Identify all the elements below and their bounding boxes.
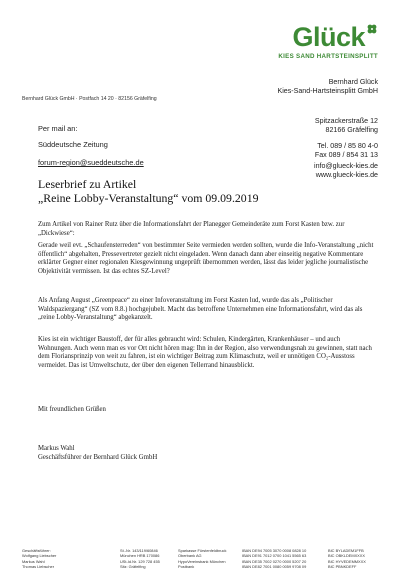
footer-text: Thomas Liebscher: [22, 564, 55, 570]
footer-management: [22, 548, 56, 570]
company-tel: Tel. 089 / 85 80 4-0: [317, 142, 378, 150]
signatory-name: Markus Wahl: [38, 445, 75, 452]
footer-text: Sitz: Gräfelfing: [120, 564, 146, 570]
subject-line-1: Leserbrief zu Artikel: [38, 177, 137, 191]
clover-icon: [366, 22, 378, 40]
recipient-name: Süddeutsche Zeitung: [38, 140, 108, 149]
company-name-2: Kies-Sand-Hartsteinsplitt GmbH: [277, 87, 378, 95]
company-name-block: [277, 78, 378, 96]
footer-text: Wolfgang Liebscher: [22, 553, 57, 559]
body-paragraph-1: Zum Artikel von Rainer Rutz über die Informationsfahrt der Planegger Gemeinderäte zum Forst Kasten bzw. zur „Dickwiese“:: [38, 221, 345, 237]
footer-text: BIC OBKLDEMXXXX: [328, 553, 365, 559]
company-web-block: [314, 162, 378, 180]
logo-wordmark: Glück: [292, 22, 365, 52]
footer-registration: [120, 548, 160, 570]
footer-text: HypoVereinsbank München: [178, 558, 226, 564]
letter-subject: [38, 178, 259, 205]
signatory-title: Geschäftsführer der Bernhard Glück GmbH: [38, 454, 158, 461]
footer-text: IBAN DE82 7001 0080 0059 9708 09: [242, 564, 307, 570]
footer-text: IBAN DE35 7002 0270 0000 5207 20: [242, 558, 307, 564]
footer-text: BIC HYVEDEMMXXX: [328, 558, 366, 564]
company-logo: [258, 24, 378, 60]
footer-bic: [328, 548, 366, 570]
footer-iban: [242, 548, 306, 570]
footer-text: St.-Nr. 143/119/60846: [120, 548, 158, 553]
body-paragraph-2: Gerade weil evt. „Schaufensterreden“ von bestimmter Seite vermieden werden sollten, wurde die Info-Veranstaltung „nicht öffentlich“ abgehalten, Pressevertreter gezielt nicht eingeladen. Wenn danach dann aber einseitig negative Kommentare erklärter Gegner einer regionalen Kiesgewinnung ungeprüft übernommen werden, lässt das leider jegliche journalistische Objektivität vermissen. Ist das echtes SZ-Level?: [38, 242, 374, 276]
footer-banks: [178, 548, 226, 570]
body-paragraph-4: Kies ist ein wichtiger Baustoff, der für alles gebraucht wird: Schulen, Kindergärten, Krankenhäuser – und auch Wohnungen. Auch wenn man es vor Ort nicht hören mag: Ihn in der Region, also verwendungsnah zu gewinnen, statt nach dem Floriansprinzip von weit zu fahren, ist ein wichtiger Beitrag zum Klimaschutz, weil er unnötigen CO₂-Ausstoss vermeidet. Das ist Umweltschutz, der über den eigenen Tellerrand hinausblickt.: [38, 336, 372, 370]
footer-text: Geschäftsführer:: [22, 548, 51, 553]
subject-line-2: „Reine Lobby-Veranstaltung“ vom 09.09.2019: [38, 190, 259, 205]
footer-text: Postbank: [178, 564, 195, 570]
company-city: 82166 Gräfelfing: [325, 125, 378, 134]
company-address: [315, 117, 378, 135]
footer-text: Sparkasse Fürstenfeldbruck: [178, 548, 227, 553]
company-name: Bernhard Glück: [328, 78, 378, 86]
footer-text: IBAN DE94 7005 3070 0008 0828 10: [242, 548, 307, 553]
recipient-intro: Per mail an:: [38, 124, 78, 133]
company-email: info@glueck-kies.de: [314, 162, 378, 170]
body-paragraph-3: Als Anfang August „Greenpeace“ zu einer Infoveranstaltung im Forst Kasten lud, wurde das als „Politischer Waldspaziergang“ (SZ vom 8.8.) hochgejubelt. Macht das betroffene Unternehmen eine Informationsfahrt, wird das als „reine Lobby-Veranstaltung“ abgekanzelt.: [38, 297, 363, 322]
footer-text: USt-Id.Nr. 129 728 455: [120, 558, 160, 564]
sender-return-address: Bernhard Glück GmbH · Postfach 14 20 · 82156 Gräfelfing: [22, 96, 157, 102]
footer-text: Markus Wahl: [22, 558, 45, 564]
footer-text: BIC PBNKDEFF: [328, 564, 357, 570]
company-street: Spitzackerstraße 12: [314, 117, 378, 125]
company-fax: Fax 089 / 854 31 13: [314, 150, 378, 159]
closing-greeting: Mit freundlichen Grüßen: [38, 406, 106, 413]
company-phone-block: [315, 142, 378, 160]
footer-text: Oberbank AG: [178, 553, 202, 559]
footer-text: BIC BYLADEM1FFB: [328, 548, 364, 553]
footer-text: IBAN DE91 7012 0700 1041 5565 63: [242, 553, 307, 559]
footer-text: München HRB 170086: [120, 553, 160, 559]
recipient-email-link[interactable]: forum-region@sueddeutsche.de: [38, 158, 144, 167]
logo-tagline: KIES SAND HARTSTEINSPLITT: [278, 53, 378, 60]
company-website: www.glueck-kies.de: [315, 170, 378, 179]
